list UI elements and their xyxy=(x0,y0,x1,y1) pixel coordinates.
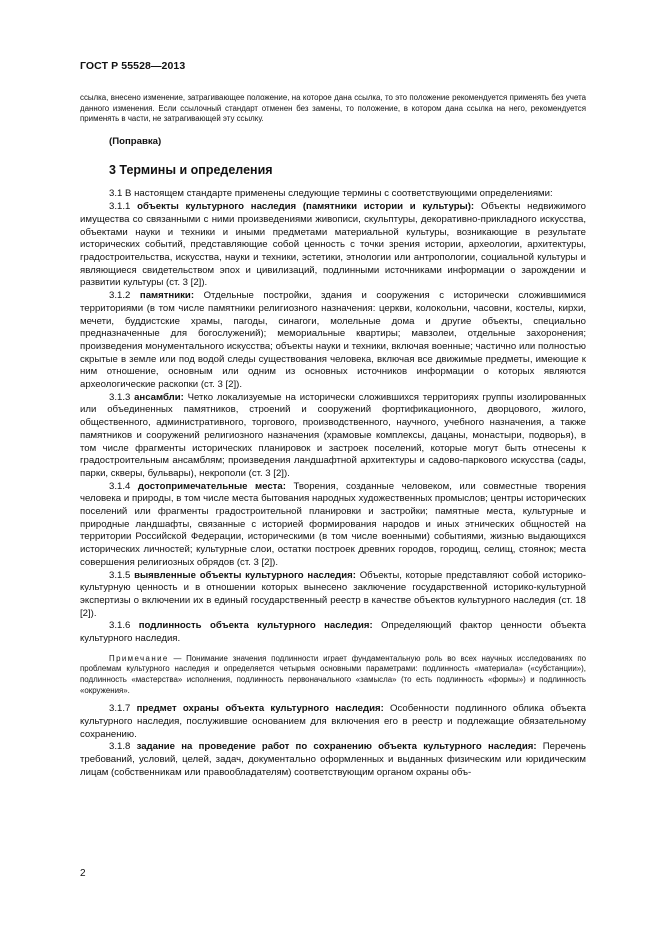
term-authenticity: подлинность объекта культурного наследия: xyxy=(138,620,373,632)
term-monuments: памятники: xyxy=(139,290,195,302)
paragraph-3-1-4 xyxy=(80,481,586,570)
clause-number: 3.1.6 xyxy=(109,620,139,632)
definition-text: Объекты, которые представляют собой историко-культурную ценность и в отношении которых вынесено заключение государственной историко-культурной экспертизы о включении их в единый государственный реестр в качестве объектов культурного наследия (ст. 18 [2]). xyxy=(80,569,586,619)
clause-number: 3.1.5 xyxy=(109,569,135,581)
paragraph-3-1-7 xyxy=(80,703,586,741)
paragraph-3-1: 3.1 В настоящем стандарте применены следующие термины с соответствующими определениями: xyxy=(109,188,553,200)
term-identified-objects: выявленные объекты культурного наследия: xyxy=(134,569,356,581)
clause-number: 3.1.3 xyxy=(109,391,135,403)
intro-paragraph: ссылка, внесено изменение, затрагивающее положение, на которое дана ссылка, то это положение рекомендуется применять без учета данного изменения. Если ссылочный стандарт отменен без замены, то положение, в котором дана ссылка на него, рекомендуется применять в части, не затрагивающей эту ссылку. xyxy=(80,93,586,124)
definition-text: Отдельные постройки, здания и сооружения с исторически сложившимися территориями (в том числе памятники религиозного назначения: церкви, колокольни, часовни, костелы, кирхи, мечети, буддистские храмы, пагоды, синагоги, молельные дома и другие объекты, специально предназначенные для богослужений); мемориальные квартиры; мавзолеи, отдельные захоронения; произведения монументального искусства; объекты науки и техники, включая военные; частично или полностью скрытые в земле или под водой следы существования человека, включая все движимые предметы, имеющие к ним отношение, основным или одним из основных источников информации о которых являются археологические раскопки (ст. 3 [2]). xyxy=(80,290,586,391)
clause-number: 3.1.4 xyxy=(109,480,138,492)
term-ensembles: ансамбли: xyxy=(134,391,184,403)
definition-text: Четко локализуемые на исторически сложившихся территориях группы изолированных или объединенных памятников, строений и сооружений фортификационного, дворцового, жилого, общественного, административного, торгового, производственного, научного, учебного назначения, а также памятников и сооружений религиозного назначения (храмовые комплексы, дацаны, монастыри, подворья), в том числе фрагменты исторических планировок и застроек поселений, которые могут быть отнесены к градостроительным ансамблям; произведения ландшафтной архитектуры и садово-паркового искусства (сады, парки, скверы, бульвары), некрополи (ст. 3 [2]). xyxy=(80,391,586,479)
definition-text: Объекты недвижимого имущества со связанными с ними произведениями живописи, скульптуры, декоративно-прикладного искусства, объектами науки и техники и иными предметами материальной культуры, возникающие в результате исторических событий, представляющие собой ценность с точки зрения истории, археологии, архитектуры, градостроительства, искусства, науки и техники, эстетики, этнологии или антропологии, социальной культуры и являющиеся свидетельством эпох и цивилизаций, подлинными источниками информации о зарождении и развитии культуры (ст. 3 [2]). xyxy=(80,201,586,289)
amendment-note: (Поправка) xyxy=(109,135,162,147)
definition-text: Особенности подлинного облика объекта культурного наследия, послужившие основанием для включения его в реестр и подлежащие обязательному сохранению. xyxy=(80,703,586,740)
paragraph-3-1-3 xyxy=(80,392,586,481)
page-number: 2 xyxy=(80,868,86,879)
clause-number: 3.1.8 xyxy=(109,741,137,753)
paragraph-3-1-2 xyxy=(80,290,586,392)
definition-text: Творения, созданные человеком, или совместные творения человека и природы, в том числе места бытования народных художественных промыслов; центры исторических поселений или фрагменты градостроительной планировки и застройки; памятные места, культурные и природные ландшафты, связанные с историей формирования народов и иных этнических общностей на территории Российской Федерации, историческими (в том числе военными) событиями, жизнью выдающихся исторических личностей; культурные слои, остатки построек древних городов, городищ, селищ, стоянок; места совершения религиозных обрядов (ст. 3 [2]). xyxy=(80,480,586,568)
paragraph-3-1-6 xyxy=(80,620,586,645)
paragraph-3-1-8 xyxy=(80,741,586,779)
note-text: — Понимание значения подлинности играет фундаментальную роль во всех научных исследованиях по проблемам культурного наследия и определяется четырьмя основными параметрами: подлинность «материала» («субстанции»), подлинность «мастерства» исполнения, подлинность первоначального «замысла» (то есть подлинность «формы») и подлинность «окружения». xyxy=(80,653,586,695)
paragraph-3-1-1 xyxy=(80,201,586,290)
paragraph-3-1-5 xyxy=(80,570,586,621)
clause-number: 3.1.2 xyxy=(109,290,140,302)
term-protection-subject: предмет охраны объекта культурного наследия: xyxy=(136,703,384,715)
term-preservation-assignment: задание на проведение работ по сохранению объекта культурного наследия: xyxy=(136,741,537,753)
clause-number: 3.1.7 xyxy=(109,703,137,715)
term-landmarks: достопримечательные места: xyxy=(137,480,286,492)
definition-text: Определяющий фактор ценности объекта культурного наследия. xyxy=(80,620,586,645)
definition-text: Перечень требований, условий, целей, задач, документально оформленных и выданных физическим или юридическим лицам (собственникам или правообладателям) соответствующим органом охраны объ- xyxy=(80,741,586,778)
note-paragraph xyxy=(80,654,586,696)
note-label: Примечание xyxy=(109,653,169,663)
section-title: 3 Термины и определения xyxy=(109,163,273,178)
clause-number: 3.1.1 xyxy=(109,201,138,213)
document-body xyxy=(80,93,586,779)
term-cultural-heritage-objects: объекты культурного наследия (памятники истории и культуры): xyxy=(137,201,475,213)
standard-code-header: ГОСТ Р 55528—2013 xyxy=(80,60,186,72)
